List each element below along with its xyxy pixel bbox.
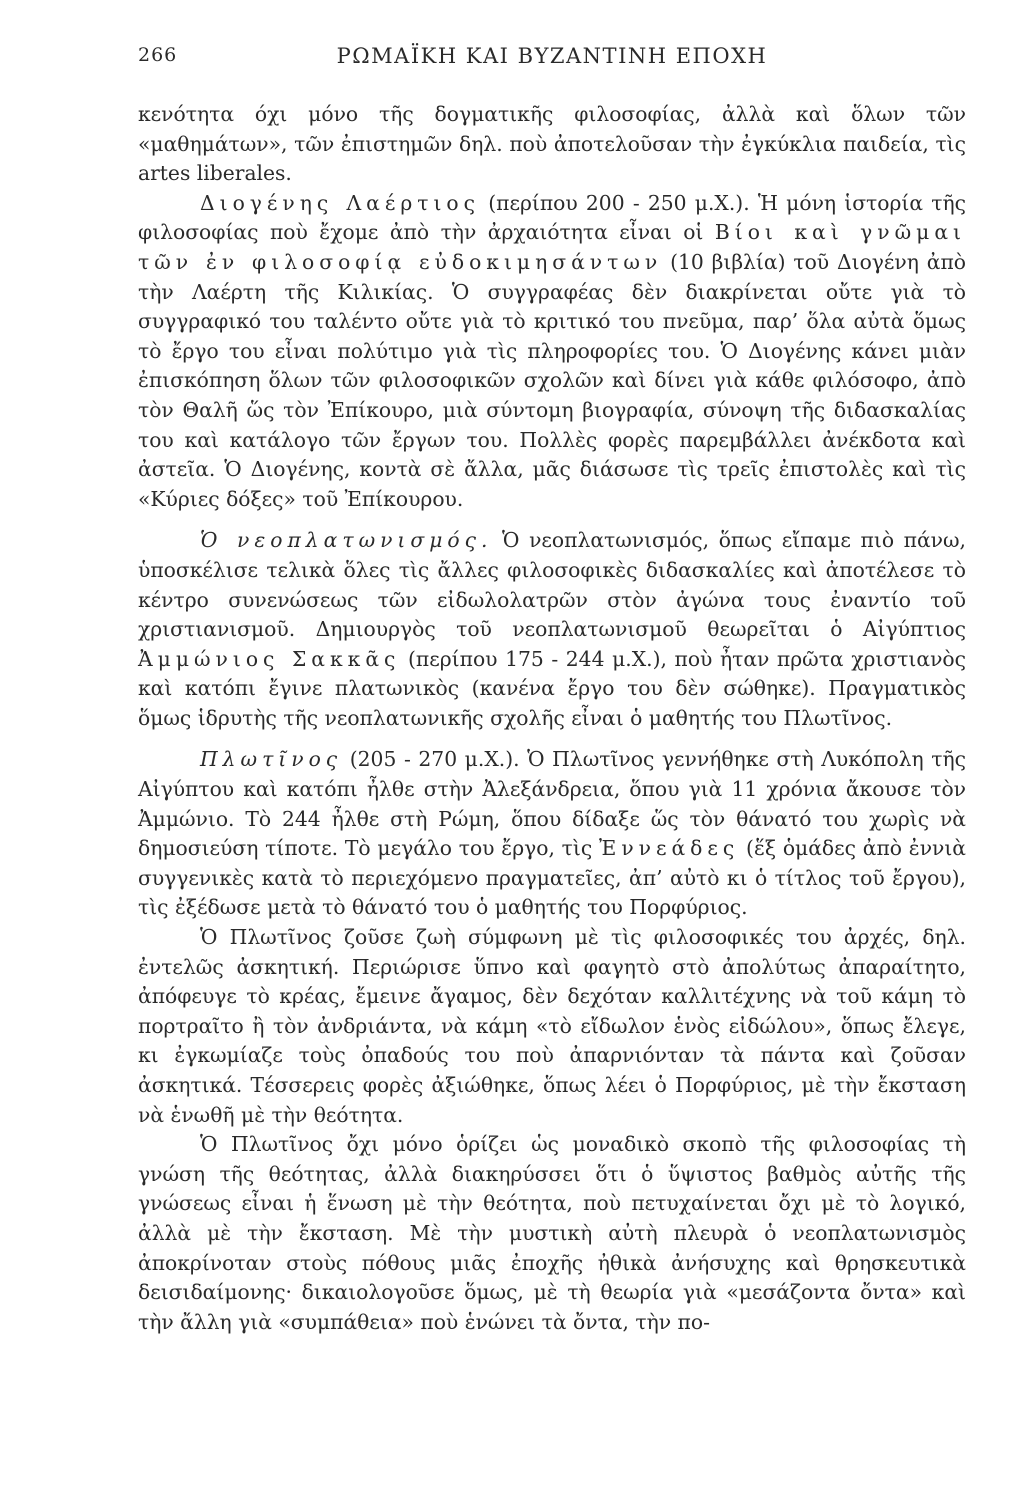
paragraph-plotinus-doctrine: [138, 1130, 966, 1337]
diogenes-work-title: Βίοι καὶ γνῶμαι τῶν ἐν φιλοσοφίᾳ εὐδοκιμησάντων: [138, 220, 966, 274]
neoplatonism-text-b: (περίπου 175 - 244 μ.Χ.), ποὺ ἦταν πρῶτα χριστιανὸς καὶ κατόπι ἔγινε πλατωνικὸς (κανένα ἔργο του δὲν σώθηκε). Πραγματικὸς ὅμως ἱδρυτὴς τῆς νεοπλατωνικῆς σχολῆς εἶναι ὁ μαθητής του Πλωτῖνος.: [138, 646, 966, 730]
body-text: [138, 100, 966, 1337]
plotinus-text-b: (ἕξ ὁμάδες ἀπὸ ἐννιὰ συγγενικὲς κατὰ τὸ περιεχόμενο πραγματεῖες, ἀπ’ αὐτὸ κι ὁ τίτλος τοῦ ἔργου), τὶς ἐξέδωσε μετὰ τὸ θάνατό του ὁ μαθητής του Πορφύριος.: [138, 836, 966, 920]
neoplatonism-text-a: Ὁ νεοπλατωνισμός, ὅπως εἴπαμε πιὸ πάνω, ὑποσκέλισε τελικὰ ὅλες τὶς ἄλλες φιλοσοφικὲς διδασκαλίες καὶ ἀποτέλεσε τὸ κέντρο συνενώσεως τῶν εἰδωλολατρῶν στὸν ἀγώνα τους ἐναντίο τοῦ χριστιανισμοῦ. Δημιουργὸς τοῦ νεοπλατωνισμοῦ θεωρεῖται ὁ Αἰγύπτιος: [138, 528, 966, 642]
paragraph-1-text: κενότητα όχι μόνο τῆς δογματικῆς φιλοσοφίας, ἀλλὰ καὶ ὅλων τῶν «μαθημάτων», τῶν ἐπιστημῶν δηλ. ποὺ ἀποτελοῦσαν τὴν ἐγκύκλια παιδεία, τὶς artes liberales.: [138, 102, 966, 186]
diogenes-name: Διογένης Λαέρτιος: [200, 190, 480, 215]
page-header: [138, 44, 966, 74]
plotinus-doctrine-text: Ὁ Πλωτῖνος ὄχι μόνο ὁρίζει ὡς μοναδικὸ σκοπὸ τῆς φιλοσοφίας τὴ γνώση τῆς θεότητας, ἀλλὰ διακηρύσσει ὅτι ὁ ὕψιστος βαθμὸς αὐτῆς τῆς γνώσεως εἶναι ἡ ἕνωση μὲ τὴν θεότητα, ποὺ πετυχαίνεται ὄχι μὲ τὸ λογικό, ἀλλὰ μὲ τὴν ἔκσταση. Μὲ τὴν μυστικὴ αὐτὴ πλευρὰ ὁ νεοπλατωνισμὸς ἀποκρίνοταν στοὺς πόθους μιᾶς ἐποχῆς ἠθικὰ ἀνήσυχης καὶ θρησκευτικὰ δεισιδαίμονης· δικαιολογοῦσε ὅμως, μὲ τὴ θεωρία γιὰ «μεσάζοντα ὄντα» καὶ τὴν ἄλλη γιὰ «συμπάθεια» ποὺ ἑνώνει τὰ ὄντα, τὴν πο-: [138, 1132, 966, 1334]
paragraph-neoplatonism: [138, 526, 966, 733]
paragraph-plotinus-life: [138, 923, 966, 1130]
enneads-title: Ἐννεάδες: [599, 836, 740, 861]
plotinus-text-a: (205 - 270 μ.Χ.). Ὁ Πλωτῖνος γεννήθηκε στὴ Λυκόπολη τῆς Αἰγύπτου καὶ κατόπι ἦλθε στὴν Ἀλεξάνδρεια, ὅπου γιὰ 11 χρόνια ἄκουσε τὸν Ἀμμώνιο. Τὸ 244 ἦλθε στὴ Ρώμη, ὅπου δίδαξε ὥς τὸν θάνατό του χωρὶς νὰ δημοσιεύση τίποτε. Τὸ μεγάλο του ἔργο, τὶς: [138, 747, 966, 861]
paragraph-1: [138, 100, 966, 189]
diogenes-text-b: (10 βιβλία) τοῦ Διογένη ἀπὸ τὴν Λαέρτη τῆς Κιλικίας. Ὁ συγγραφέας δὲν διακρίνεται οὔτε γιὰ τὸ συγγραφικό του ταλέντο οὔτε γιὰ τὸ κριτικό του πνεῦμα, παρ’ ὅλα αὐτὰ ὅμως τὸ ἔργο του εἶναι πολύτιμο γιὰ τὶς πληροφορίες του. Ὁ Διογένης κάνει μιὰν ἐπισκόπηση ὅλων τῶν φιλοσοφικῶν σχολῶν καὶ δίνει γιὰ κάθε φιλόσοφο, ἀπὸ τὸν Θαλῆ ὥς τὸν Ἐπίκουρο, μιὰ σύντομη βιογραφία, σύνοψη τῆς διδασκαλίας του καὶ κατάλογο τῶν ἔργων του. Πολλὲς φορὲς παρεμβάλλει ἀνέκδοτα καὶ ἀστεῖα. Ὁ Διογένης, κοντὰ σὲ ἄλλα, μᾶς διάσωσε τὶς τρεῖς ἐπιστολὲς καὶ τὶς «Κύριες δόξες» τοῦ Ἐπίκουρου.: [138, 249, 966, 511]
neoplatonism-heading: Ὁ νεοπλατωνισμός.: [200, 528, 493, 553]
paragraph-plotinus: [138, 745, 966, 923]
paragraph-diogenes: [138, 189, 966, 515]
ammonius-name: Ἀμμώνιος Σακκᾶς: [138, 646, 401, 671]
page-number: 266: [138, 44, 178, 66]
diogenes-text-a: (περίπου 200 - 250 μ.Χ.). Ἡ μόνη ἱστορία τῆς φιλοσοφίας ποὺ ἔχομε ἀπὸ τὴν ἀρχαιότητα εἶναι οἱ: [138, 190, 966, 245]
plotinus-heading: Πλωτῖνος: [200, 747, 343, 772]
plotinus-life-text: Ὁ Πλωτῖνος ζοῦσε ζωὴ σύμφωνη μὲ τὶς φιλοσοφικές του ἀρχές, δηλ. ἐντελῶς ἀσκητική. Περιώρισε ὕπνο καὶ φαγητὸ στὸ ἀπολύτως ἀπαραίτητο, ἀπόφευγε τὸ κρέας, ἔμεινε ἄγαμος, δὲν δεχόταν καλλιτέχνης νὰ τοῦ κάμη τὸ πορτραῖτο ἢ τὸν ἀνδριάντα, νὰ κάμη «τὸ εἴδωλον ἑνὸς εἰδώλου», ὅπως ἔλεγε, κι ἐγκωμίαζε τοὺς ὀπαδούς του ποὺ ἀπαρνιόνταν τὰ πάντα καὶ ζοῦσαν ἀσκητικά. Τέσσερεις φορὲς ἀξιώθηκε, ὅπως λέει ὁ Πορφύριος, μὲ τὴν ἔκσταση νὰ ἑνωθῆ μὲ τὴν θεότητα.: [138, 925, 966, 1127]
running-title: ΡΩΜΑΪΚΗ ΚΑΙ ΒΥΖΑΝΤΙΝΗ ΕΠΟΧΗ: [336, 44, 768, 68]
